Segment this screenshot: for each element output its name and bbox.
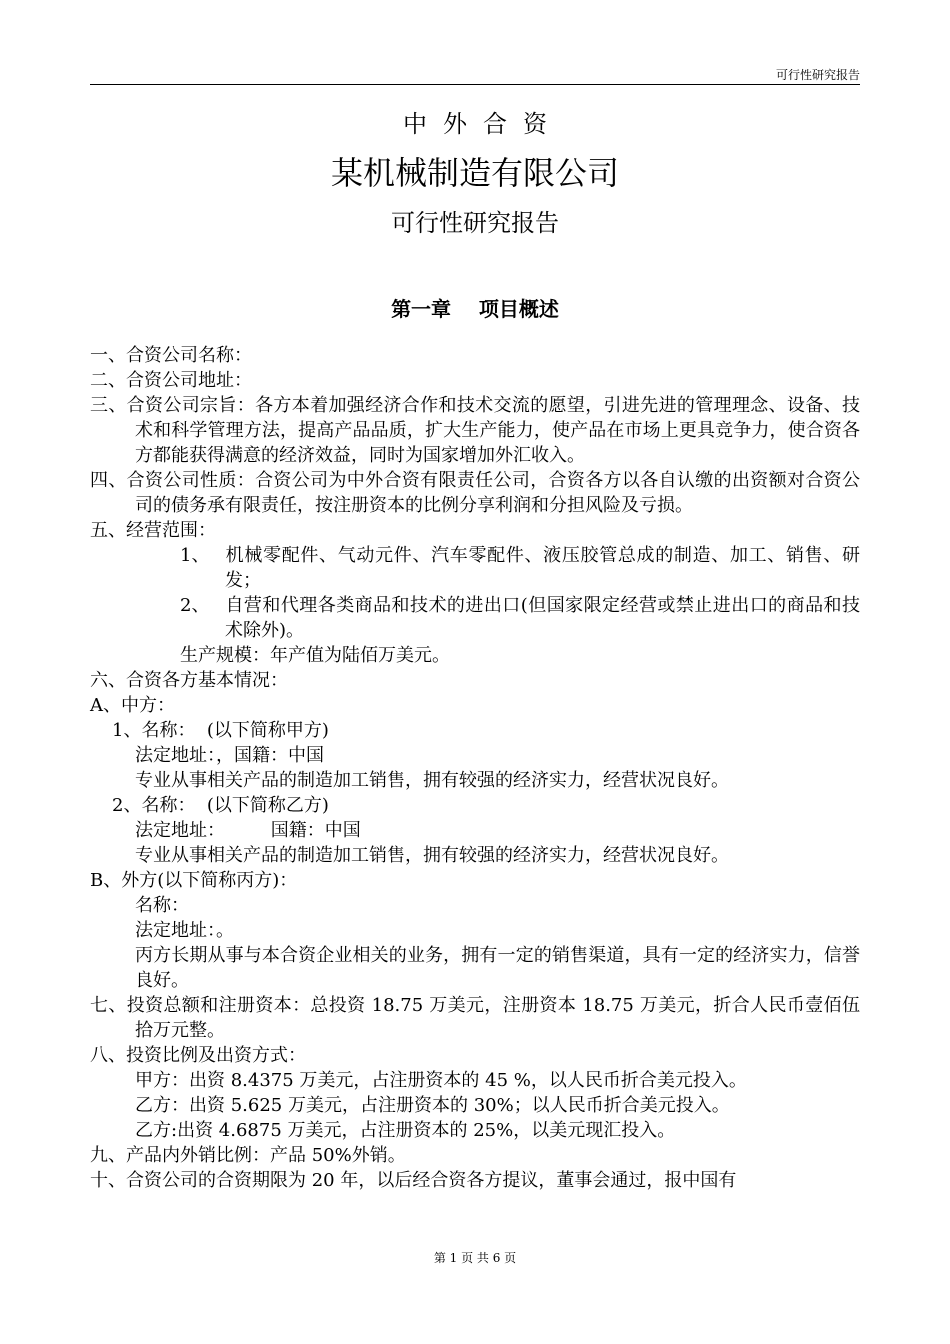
party-a1-description: 专业从事相关产品的制造加工销售，拥有较强的经济实力，经营状况良好。 xyxy=(135,770,729,791)
section-2: 二、合资公司地址： xyxy=(90,370,252,391)
party-a1-name: 1、名称： (以下简称甲方) xyxy=(112,720,329,741)
section-1: 一、合资公司名称： xyxy=(90,345,252,366)
title-company: 某机械制造有限公司 xyxy=(330,154,619,192)
section-3: 三、合资公司宗旨：各方本着加强经济合作和技术交流的愿望，引进先进的管理理念、设备、技术和科学管理方法，提高产品品质，扩大生产能力，使产品在市场上更具竞争力，使合资各方都能获得满意的经济效益，同时为国家增加外汇收入。 xyxy=(90,395,860,466)
section-8: 八、投资比例及出资方式： xyxy=(90,1045,306,1066)
scope-item-2-num: 2、 xyxy=(180,595,210,616)
party-b-heading: B、外方(以下简称丙方)： xyxy=(90,870,298,891)
party-a2-address: 法定地址： 国籍：中国 xyxy=(135,820,361,841)
document-body xyxy=(90,343,860,1193)
party-b-name: 名称： xyxy=(135,895,189,916)
title-report: 可行性研究报告 xyxy=(391,209,559,237)
section-10: 十、合资公司的合资期限为 20 年，以后经合资各方提议，董事会通过，报中国有 xyxy=(90,1170,737,1191)
section-7: 七、投资总额和注册资本：总投资 18.75 万美元，注册资本 18.75 万美元，折合人民币壹佰伍拾万元整。 xyxy=(90,995,860,1041)
scope-item-1-num: 1、 xyxy=(180,545,210,566)
scope-item-2-text: 自营和代理各类商品和技术的进出口(但国家限定经营或禁止进出口的商品和技术除外)。 xyxy=(225,595,860,641)
party-b-description: 丙方长期从事与本合资企业相关的业务，拥有一定的销售渠道，具有一定的经济实力，信誉良好。 xyxy=(135,945,860,991)
party-a1-address: 法定地址：，国籍：中国 xyxy=(135,745,324,766)
investment-party-c: 乙方:出资 4.6875 万美元，占注册资本的 25%，以美元现汇投入。 xyxy=(135,1120,676,1141)
production-scale: 生产规模：年产值为陆佰万美元。 xyxy=(180,645,450,666)
chapter-heading: 第一章 项目概述 xyxy=(391,297,559,321)
scope-item-2 xyxy=(90,593,860,643)
scope-item-1 xyxy=(90,543,860,593)
party-a-heading: A、中方： xyxy=(90,695,175,716)
investment-party-b: 乙方：出资 5.625 万美元，占注册资本的 30%；以人民币折合美元投入。 xyxy=(135,1095,730,1116)
section-9: 九、产品内外销比例：产品 50%外销。 xyxy=(90,1145,406,1166)
running-header: 可行性研究报告 xyxy=(775,68,860,82)
investment-party-a: 甲方：出资 8.4375 万美元，占注册资本的 45 %，以人民币折合美元投入。 xyxy=(135,1070,747,1091)
title-line-1: 中外合资 xyxy=(403,110,563,138)
header-rule xyxy=(90,84,860,85)
section-4: 四、合资公司性质：合资公司为中外合资有限责任公司，合资各方以各自认缴的出资额对合资公司的债务承有限责任，按注册资本的比例分享利润和分担风险及亏损。 xyxy=(90,470,860,516)
party-a2-name: 2、名称： (以下简称乙方) xyxy=(112,795,329,816)
scope-item-1-text: 机械零配件、气动元件、汽车零配件、液压胶管总成的制造、加工、销售、研发； xyxy=(225,545,860,591)
section-6: 六、合资各方基本情况： xyxy=(90,670,288,691)
party-a2-description: 专业从事相关产品的制造加工销售，拥有较强的经济实力，经营状况良好。 xyxy=(135,845,729,866)
party-b-address: 法定地址：。 xyxy=(135,920,234,941)
section-5: 五、经营范围： xyxy=(90,520,216,541)
page-number: 第 1 页 共 6 页 xyxy=(433,1251,517,1265)
